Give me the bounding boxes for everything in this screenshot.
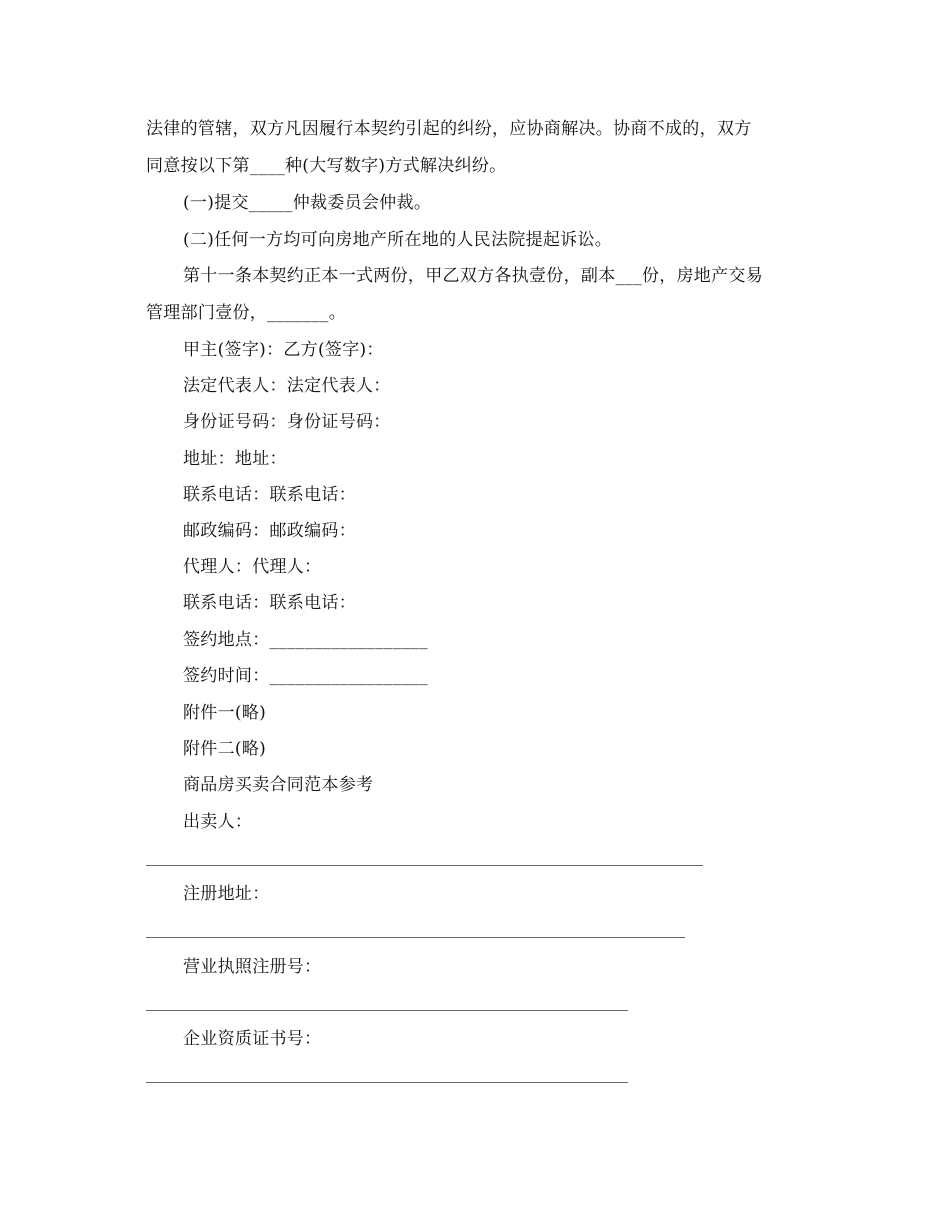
signature-line: 身份证号码：身份证号码： xyxy=(183,412,391,432)
field-label: 企业资质证书号： xyxy=(183,1029,322,1049)
signature-line: 代理人：代理人： xyxy=(183,557,322,577)
paragraph-line: 管理部门壹份，_______。 xyxy=(146,303,346,323)
fill-in-rule xyxy=(146,937,685,938)
signature-line: 联系电话：联系电话： xyxy=(183,593,356,613)
field-label: 出卖人： xyxy=(183,812,253,832)
signature-line: 联系电话：联系电话： xyxy=(183,485,356,505)
section-title: 商品房买卖合同范本参考 xyxy=(183,775,374,795)
field-label: 注册地址： xyxy=(183,884,270,904)
fill-in-rule xyxy=(146,865,703,866)
fill-in-rule xyxy=(146,1082,628,1083)
paragraph-line: 法律的管辖，双方凡因履行本契约引起的纠纷，应协商解决。协商不成的，双方 xyxy=(146,119,752,139)
paragraph-line: (二)任何一方均可向房地产所在地的人民法院提起诉讼。 xyxy=(183,230,613,250)
paragraph-line: (一)提交_____仲裁委员会仲裁。 xyxy=(183,193,432,213)
signature-line: 地址：地址： xyxy=(183,449,287,469)
attachment-line: 附件一(略) xyxy=(183,703,267,723)
field-label: 营业执照注册号： xyxy=(183,957,322,977)
signing-time: 签约时间：__________________ xyxy=(183,666,428,686)
attachment-line: 附件二(略) xyxy=(183,739,267,759)
signature-line: 邮政编码：邮政编码： xyxy=(183,521,356,541)
signature-line: 法定代表人：法定代表人： xyxy=(183,376,391,396)
signing-place: 签约地点：__________________ xyxy=(183,630,428,650)
paragraph-line: 同意按以下第____种(大写数字)方式解决纠纷。 xyxy=(146,156,507,176)
paragraph-line: 第十一条本契约正本一式两份，甲乙双方各执壹份，副本___份，房地产交易 xyxy=(183,266,763,286)
fill-in-rule xyxy=(146,1010,628,1011)
signature-line: 甲主(签字)：乙方(签字)： xyxy=(183,340,384,360)
